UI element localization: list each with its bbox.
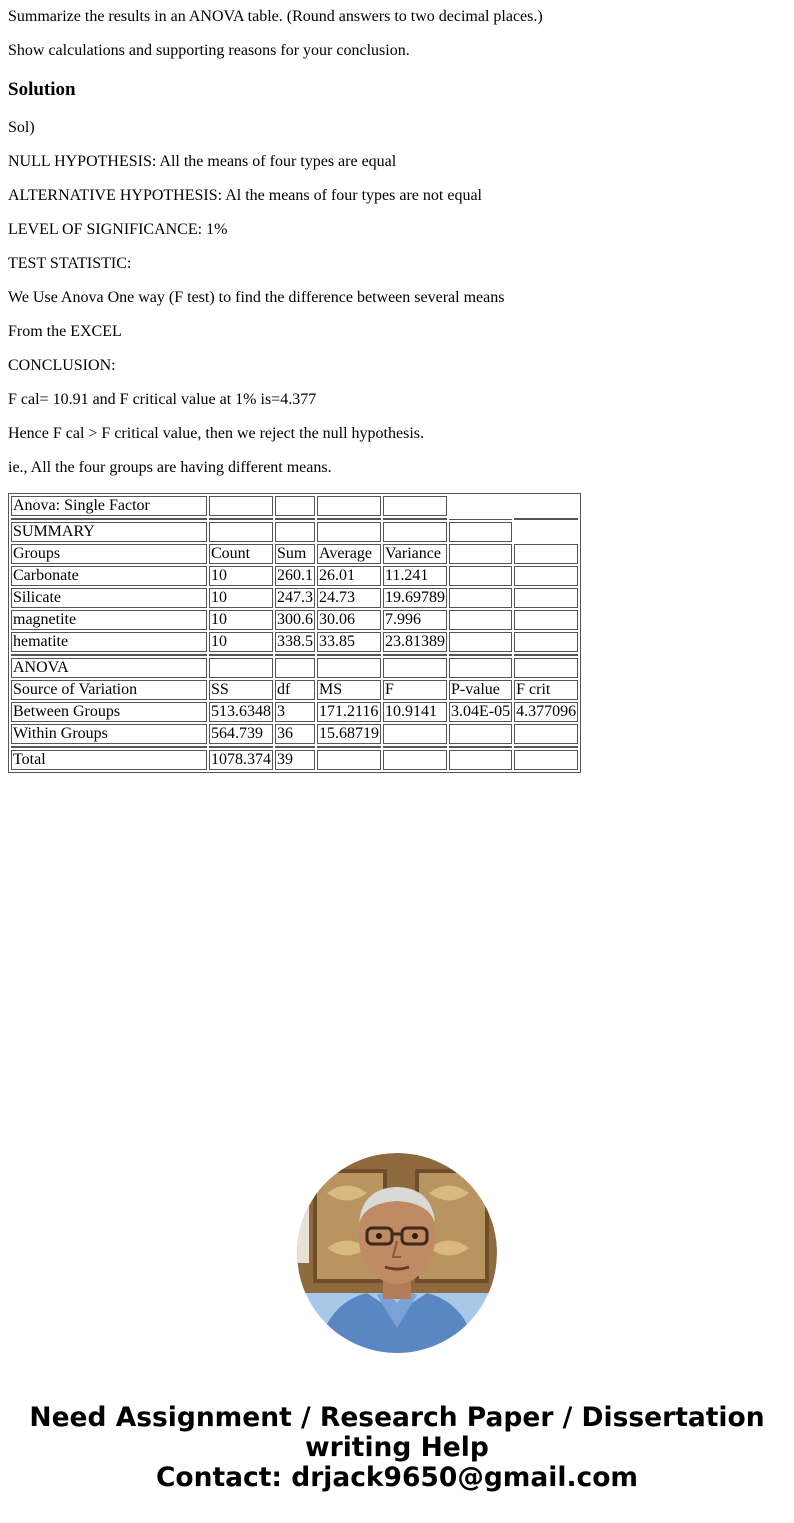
table-cell: [514, 588, 578, 608]
table-cell: Carbonate: [11, 566, 207, 586]
banner-line-1: Need Assignment / Research Paper / Dissertation: [29, 1402, 765, 1433]
anova-label: ANOVA: [11, 658, 207, 678]
table-cell: magnetite: [11, 610, 207, 630]
table-row: [11, 588, 578, 608]
table-cell: 338.5: [277, 633, 313, 650]
table-cell: [317, 750, 381, 770]
table-cell: [449, 566, 512, 586]
anova-header-row: [11, 680, 578, 700]
table-cell: 247.3: [277, 589, 313, 606]
table-cell: [449, 750, 512, 770]
table-cell: 10.9141: [383, 702, 447, 722]
table-cell: [514, 724, 578, 744]
table-cell: 15.68719: [319, 725, 379, 742]
table-title-row: [11, 496, 578, 516]
table-cell: [317, 496, 381, 516]
header-cell: Groups: [11, 544, 207, 564]
table-cell: [209, 522, 273, 542]
intro-line-2: Show calculations and supporting reasons for your conclusion.: [8, 42, 410, 59]
table-cell: [449, 544, 512, 564]
table-title: Anova: Single Factor: [11, 496, 207, 516]
table-cell: [317, 522, 381, 542]
header-cell: Variance: [383, 544, 447, 564]
header-cell: Source of Variation: [11, 680, 207, 700]
header-cell: F crit: [514, 680, 578, 700]
table-cell: 3.04E-05: [451, 703, 511, 720]
table-cell: Total: [11, 750, 207, 770]
separator-row: [11, 654, 578, 656]
banner-contact: Contact: drjack9650@gmail.com: [155, 1462, 639, 1493]
f-cal-text: F cal= 10.91 and F critical value at 1% is=4.377: [8, 391, 317, 408]
table-cell: 26.01: [317, 566, 381, 586]
table-cell: [514, 544, 578, 564]
table-cell: [383, 496, 447, 516]
summary-label: SUMMARY: [11, 522, 207, 542]
method-text: We Use Anova One way (F test) to find the difference between several means: [8, 289, 505, 306]
table-cell: Within Groups: [11, 724, 207, 744]
anova-table: [8, 493, 581, 773]
table-cell: [514, 632, 578, 652]
header-cell: SS: [209, 680, 273, 700]
intro-line-1: Summarize the results in an ANOVA table. (Round answers to two decimal places.): [8, 8, 543, 25]
table-row: [11, 702, 578, 722]
header-cell: Count: [209, 544, 273, 564]
table-cell: 7.996: [383, 610, 447, 630]
table-cell: [383, 658, 447, 678]
level-of-significance: LEVEL OF SIGNIFICANCE: 1%: [8, 221, 228, 238]
table-cell: [383, 724, 447, 744]
solution-heading: Solution: [8, 79, 76, 100]
table-cell: [383, 750, 447, 770]
table-row: [11, 632, 578, 652]
table-cell: [449, 522, 512, 542]
table-cell: 513.6348: [211, 703, 271, 720]
table-cell: 24.73: [317, 588, 381, 608]
table-cell: [383, 522, 447, 542]
table-cell: [275, 522, 315, 542]
final-statement: ie., All the four groups are having different means.: [8, 459, 332, 476]
summary-label-row: [11, 522, 578, 542]
table-cell: [514, 658, 578, 678]
conclusion-label: CONCLUSION:: [8, 357, 116, 374]
table-cell: 11.241: [383, 566, 447, 586]
summary-header-row: [11, 544, 578, 564]
total-row: [11, 750, 578, 770]
table-cell: 171.2116: [317, 702, 381, 722]
anova-label-row: [11, 658, 578, 678]
table-cell: 33.85: [317, 632, 381, 652]
test-statistic: TEST STATISTIC:: [8, 255, 132, 272]
table-row: [11, 566, 578, 586]
table-cell: 564.739: [209, 724, 273, 744]
table-cell: [449, 496, 512, 516]
table-cell: 23.81389: [385, 633, 445, 650]
table-cell: 4.377096: [516, 703, 577, 720]
table-cell: 260.1: [277, 567, 313, 584]
table-cell: [514, 496, 578, 516]
separator-row: [11, 746, 578, 748]
table-cell: [514, 750, 578, 770]
header-cell: Average: [317, 544, 381, 564]
table-cell: [514, 522, 578, 542]
table-cell: [275, 658, 315, 678]
decision-text: Hence F cal > F critical value, then we reject the null hypothesis.: [8, 425, 424, 442]
header-cell: df: [275, 680, 315, 700]
table-cell: [209, 658, 273, 678]
table-cell: Between Groups: [11, 702, 207, 722]
table-cell: 10: [209, 588, 273, 608]
table-cell: [449, 724, 512, 744]
source-text: From the EXCEL: [8, 323, 122, 340]
table-cell: 300.6: [277, 611, 313, 628]
table-cell: [449, 588, 512, 608]
table-cell: 36: [275, 724, 315, 744]
avatar-portrait: [297, 1153, 497, 1353]
table-cell: 10: [209, 566, 273, 586]
separator-row: [11, 518, 578, 520]
table-cell: 3: [275, 702, 315, 722]
author-avatar: [297, 1153, 497, 1353]
table-cell: 30.06: [317, 610, 381, 630]
table-cell: [449, 610, 512, 630]
table-cell: 10: [209, 610, 273, 630]
table-cell: [514, 610, 578, 630]
table-cell: Silicate: [11, 588, 207, 608]
null-hypothesis: NULL HYPOTHESIS: All the means of four types are equal: [8, 153, 397, 170]
table-cell: [275, 496, 315, 516]
table-cell: [514, 566, 578, 586]
alternative-hypothesis: ALTERNATIVE HYPOTHESIS: Al the means of four types are not equal: [8, 187, 482, 204]
table-cell: 19.69789: [385, 589, 445, 606]
table-cell: [209, 496, 273, 516]
sol-label: Sol): [8, 119, 35, 136]
table-cell: 1078.374: [211, 751, 271, 768]
table-cell: 39: [275, 750, 315, 770]
table-row: [11, 610, 578, 630]
table-row: [11, 724, 578, 744]
table-cell: [449, 658, 512, 678]
promo-banner: [0, 1403, 794, 1493]
table-cell: 10: [209, 632, 273, 652]
banner-line-2: writing Help: [305, 1432, 489, 1463]
table-cell: [449, 632, 512, 652]
header-cell: P-value: [449, 680, 512, 700]
header-cell: MS: [317, 680, 381, 700]
table-cell: hematite: [11, 632, 207, 652]
table-cell: [317, 658, 381, 678]
header-cell: F: [383, 680, 447, 700]
header-cell: Sum: [275, 544, 315, 564]
